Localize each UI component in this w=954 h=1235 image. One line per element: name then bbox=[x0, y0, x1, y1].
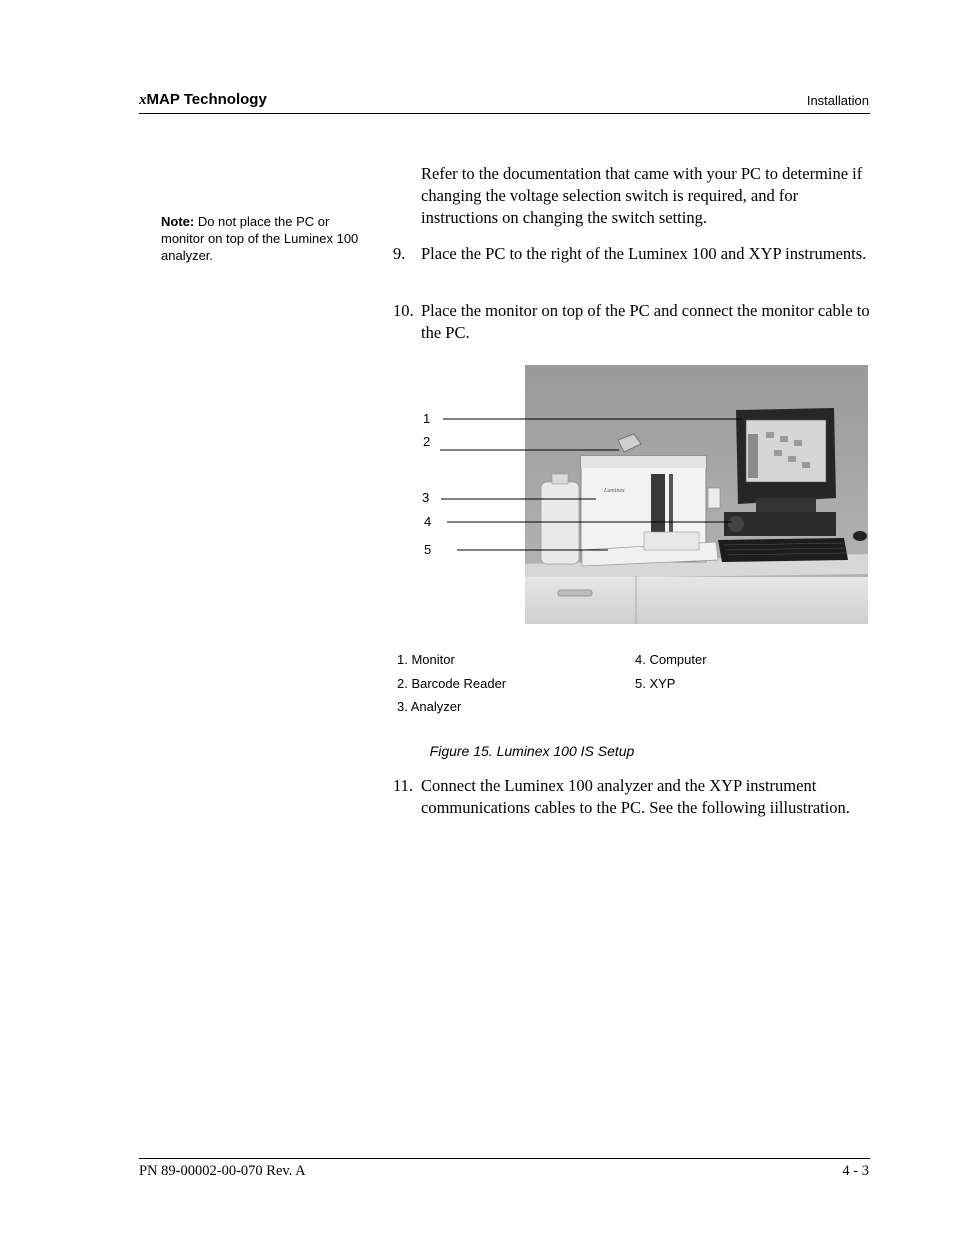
figure-caption: Figure 15. Luminex 100 IS Setup bbox=[429, 743, 635, 759]
header-section: Installation bbox=[806, 93, 869, 108]
step-text: Place the PC to the right of the Luminex 100 and XYP instruments. bbox=[421, 244, 867, 263]
note-label: Note: bbox=[161, 214, 195, 229]
callout-2: 2 bbox=[423, 434, 431, 449]
legend-item-computer: 4. Computer bbox=[635, 652, 707, 667]
step-number: 9. bbox=[393, 244, 406, 263]
header-title-rest: MAP Technology bbox=[146, 91, 267, 108]
footer-part-number: PN 89-00002-00-070 Rev. A bbox=[139, 1163, 306, 1179]
step-text: Connect the Luminex 100 analyzer and the XYP instrument communications cables to the PC. See the following iillustration. bbox=[421, 776, 850, 817]
step-number: 10. bbox=[393, 301, 414, 320]
footer-rule bbox=[139, 1158, 870, 1159]
reagent-bottle bbox=[541, 482, 579, 564]
callout-1: 1 bbox=[423, 411, 431, 426]
callout-4: 4 bbox=[424, 514, 432, 529]
callout-5: 5 bbox=[424, 542, 432, 557]
legend-item-xyp: 5. XYP bbox=[635, 676, 676, 691]
callout-3: 3 bbox=[422, 490, 430, 505]
margin-note bbox=[161, 213, 361, 264]
svg-text:Luminex: Luminex bbox=[604, 488, 625, 494]
header-title bbox=[139, 91, 267, 109]
step-text: Place the monitor on top of the PC and connect the monitor cable to the PC. bbox=[421, 301, 870, 342]
legend-item-barcode-reader: 2. Barcode Reader bbox=[397, 676, 507, 691]
legend-item-analyzer: 3. Analyzer bbox=[397, 699, 462, 714]
note-text: Do not place the PC or monitor on top of the Luminex 100 analyzer. bbox=[161, 214, 359, 263]
mouse bbox=[853, 531, 867, 541]
step-number: 11. bbox=[393, 776, 414, 795]
setup-photo bbox=[436, 364, 872, 626]
footer-page-number: 4 - 3 bbox=[842, 1163, 869, 1179]
header-title-prefix: x bbox=[139, 92, 147, 108]
legend-item-monitor: 1. Monitor bbox=[397, 652, 455, 667]
intro-paragraph: Refer to the documentation that came with your PC to determine if changing the voltage selection switch is required, and for instructions on changing the switch setting. bbox=[421, 164, 863, 227]
header-rule bbox=[139, 113, 870, 114]
